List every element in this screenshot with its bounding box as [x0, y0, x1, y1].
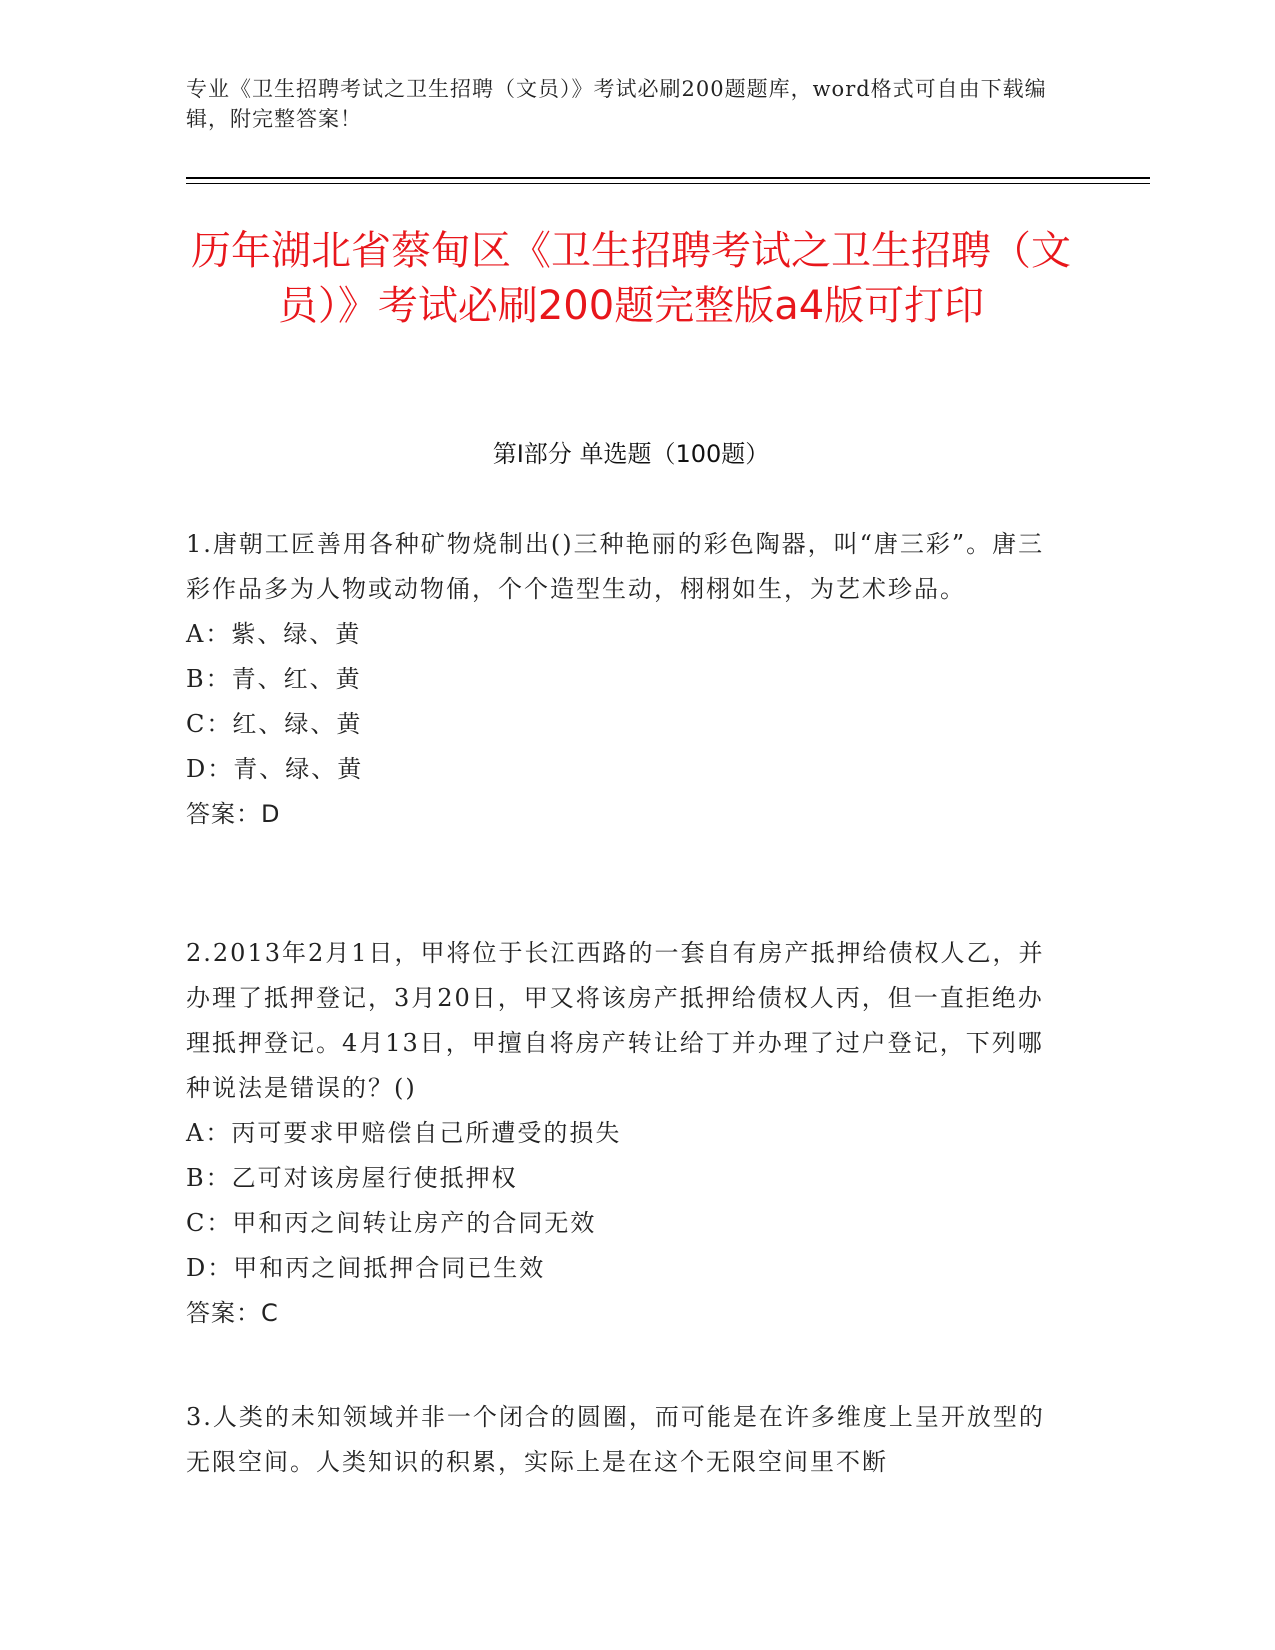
question-stem: 1.唐朝工匠善用各种矿物烧制出()三种艳丽的彩色陶器，叫“唐三彩”。唐三彩作品多为人物或动物俑，个个造型生动，栩栩如生，为艺术珍品。: [186, 530, 1045, 603]
document-title: 历年湖北省蔡甸区《卫生招聘考试之卫生招聘（文员）》考试必刷200题完整版a4版可打印: [191, 228, 1071, 329]
option-b: B：青、红、黄: [186, 665, 362, 693]
option-c: C：红、绿、黄: [186, 710, 363, 738]
answer: 答案：D: [186, 800, 281, 828]
question-stem: 3.人类的未知领域并非一个闭合的圆圈，而可能是在许多维度上呈开放型的无限空间。人类知识的积累，实际上是在这个无限空间里不断: [186, 1403, 1045, 1476]
header-divider-thick: [186, 177, 1150, 179]
question-stem: 2.2013年2月1日，甲将位于长江西路的一套自有房产抵押给债权人乙，并办理了抵押登记，3月20日，甲又将该房产抵押给债权人丙，但一直拒绝办理抵押登记。4月13日，甲擅自将房产转让给丁并办理了过户登记，下列哪种说法是错误的？(): [186, 939, 1045, 1102]
option-d: D：甲和丙之间抵押合同已生效: [186, 1254, 546, 1282]
option-b: B：乙可对该房屋行使抵押权: [186, 1164, 518, 1192]
option-d: D：青、绿、黄: [186, 755, 364, 783]
question-3: [186, 1395, 1066, 1485]
header-divider-thin: [186, 183, 1150, 184]
header-note: 专业《卫生招聘考试之卫生招聘（文员）》考试必刷200题题库，word格式可自由下载编辑，附完整答案！: [186, 77, 1047, 131]
section-title: 第I部分 单选题（100题）: [492, 440, 770, 468]
question-1: [186, 522, 1066, 837]
option-c: C：甲和丙之间转让房产的合同无效: [186, 1209, 597, 1237]
question-2: [186, 931, 1066, 1336]
option-a: A：丙可要求甲赔偿自己所遭受的损失: [186, 1119, 622, 1147]
answer: 答案：C: [186, 1299, 279, 1327]
option-a: A：紫、绿、黄: [186, 620, 362, 648]
